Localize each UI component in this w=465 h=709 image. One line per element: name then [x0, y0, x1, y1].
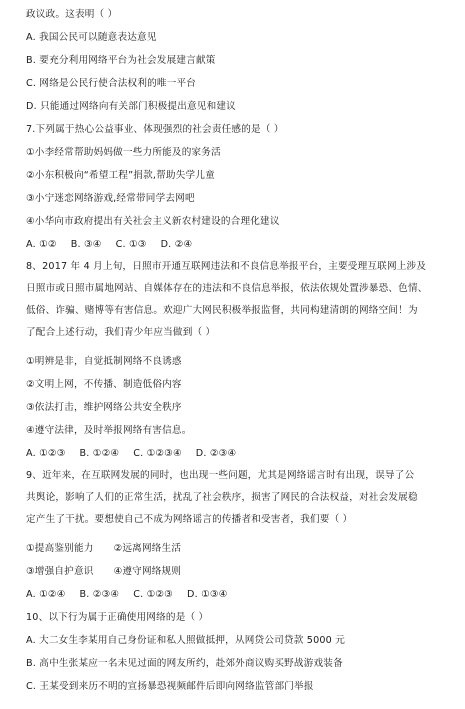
q7-answer-b: B. ③④: [70, 239, 102, 250]
q9-items-row-1: [26, 543, 455, 554]
q9-stem-line: 9、近年来，在互联网发展的同时，也出现一些问题，尤其是网络谣言时有出现，误导了公: [26, 470, 415, 481]
q9-stem-line: 共舆论，影响了人们的正常生活，扰乱了社会秩序，损害了网民的合法权益，对社会发展稳: [26, 492, 418, 503]
q9-answer-c: C. ①②③: [133, 589, 173, 600]
q8-item-4: ④遵守法律，及时举报网络有害信息。: [26, 425, 192, 436]
q8-stem-line: 了配合上述行动，我们青少年应当做到（ ）: [26, 327, 216, 338]
q6-option-d: D. 只能通过网络向有关部门积极提出意见和建议: [26, 101, 236, 112]
q7-answers: [26, 239, 455, 250]
q9-stem: [26, 465, 455, 531]
q6-option-b: B. 要充分利用网络平台为社会发展建言献策: [26, 55, 216, 66]
q10-stem: 10、以下行为属于正确使用网络的是（ ）: [26, 612, 209, 623]
q7-item-2: ②小东积极向“希望工程”捐款,帮助失学儿童: [26, 170, 215, 181]
q6-option-a: A. 我国公民可以随意表达意见: [26, 32, 157, 43]
q10-option-a: A. 大二女生李某用自己身份证和私人照做抵押，从网贷公司贷款 5000 元: [26, 635, 346, 646]
q7-answer-a: A. ①②: [26, 239, 57, 250]
q9-answer-a: A. ①②④: [26, 589, 66, 600]
q8-answers: [26, 448, 455, 459]
q9-answers: [26, 589, 455, 600]
q8-answer-c: C. ①②③④: [133, 448, 182, 459]
q9-item: ④遵守网络规则: [113, 566, 182, 577]
q10-option-b: B. 高中生张某应一名未见过面的网友所约，赴郊外商议购买野战游戏装备: [26, 658, 343, 669]
q7-item-3: ③小宁迷恋网络游戏,经常带同学去网吧: [26, 193, 195, 204]
q9-item: ③增强自护意识: [26, 566, 94, 577]
q9-stem-line: 定产生了干扰。要想使自己不成为网络谣言的传播者和受害者，我们要（ ）: [26, 514, 353, 525]
q8-stem-line: 8、2017 年 4 月上旬，日照市开通互联网违法和不良信息举报平台，主要受理互联网上涉及: [26, 261, 427, 272]
q7-item-4: ④小华向市政府提出有关社会主义新农村建设的合理化建议: [26, 216, 280, 227]
q7-answer-d: D. ②④: [160, 239, 193, 250]
q8-item-1: ①明辨是非，自觉抵制网络不良诱惑: [26, 356, 182, 367]
q8-answer-b: B. ①②④: [79, 448, 120, 459]
q7-stem: 7.下列属于热心公益事业、体现强烈的社会责任感的是（ ）: [26, 124, 284, 135]
q8-item-3: ③依法打击，维护网络公共安全秩序: [26, 402, 182, 413]
q8-stem: [26, 256, 455, 344]
q8-stem-line: 日照市或日照市属地网站、自媒体存在的违法和不良信息举报，依法依规处置涉暴恐、色情、: [26, 283, 428, 294]
q8-answer-d: D. ②③④: [195, 448, 237, 459]
q10-option-c: C. 王某受到来历不明的宣扬暴恐视频邮件后即向网络监管部门举报: [26, 681, 314, 692]
q8-stem-line: 低俗、诈骗、赌博等有害信息。欢迎广大网民积极举报监督，共同构建清朗的网络空间！为: [26, 305, 418, 316]
q8-answer-a: A. ①②③: [26, 448, 66, 459]
q9-items-row-2: [26, 566, 455, 577]
q9-answer-b: B. ②③④: [79, 589, 120, 600]
q6-option-c: C. 网络是公民行使合法权利的唯一平台: [26, 78, 197, 89]
q8-item-2: ②文明上网，不传播、制造低俗内容: [26, 379, 182, 390]
q9-answer-d: D. ①③④: [187, 589, 228, 600]
q7-item-1: ①小李经常帮助妈妈做一些力所能及的家务活: [26, 147, 221, 158]
q7-answer-c: C. ①③: [115, 239, 147, 250]
q9-item: ①提高鉴别能力: [26, 543, 94, 554]
intro-tail: 政议政。这表明（ ）: [26, 9, 118, 20]
q9-item: ②远离网络生活: [113, 543, 182, 554]
